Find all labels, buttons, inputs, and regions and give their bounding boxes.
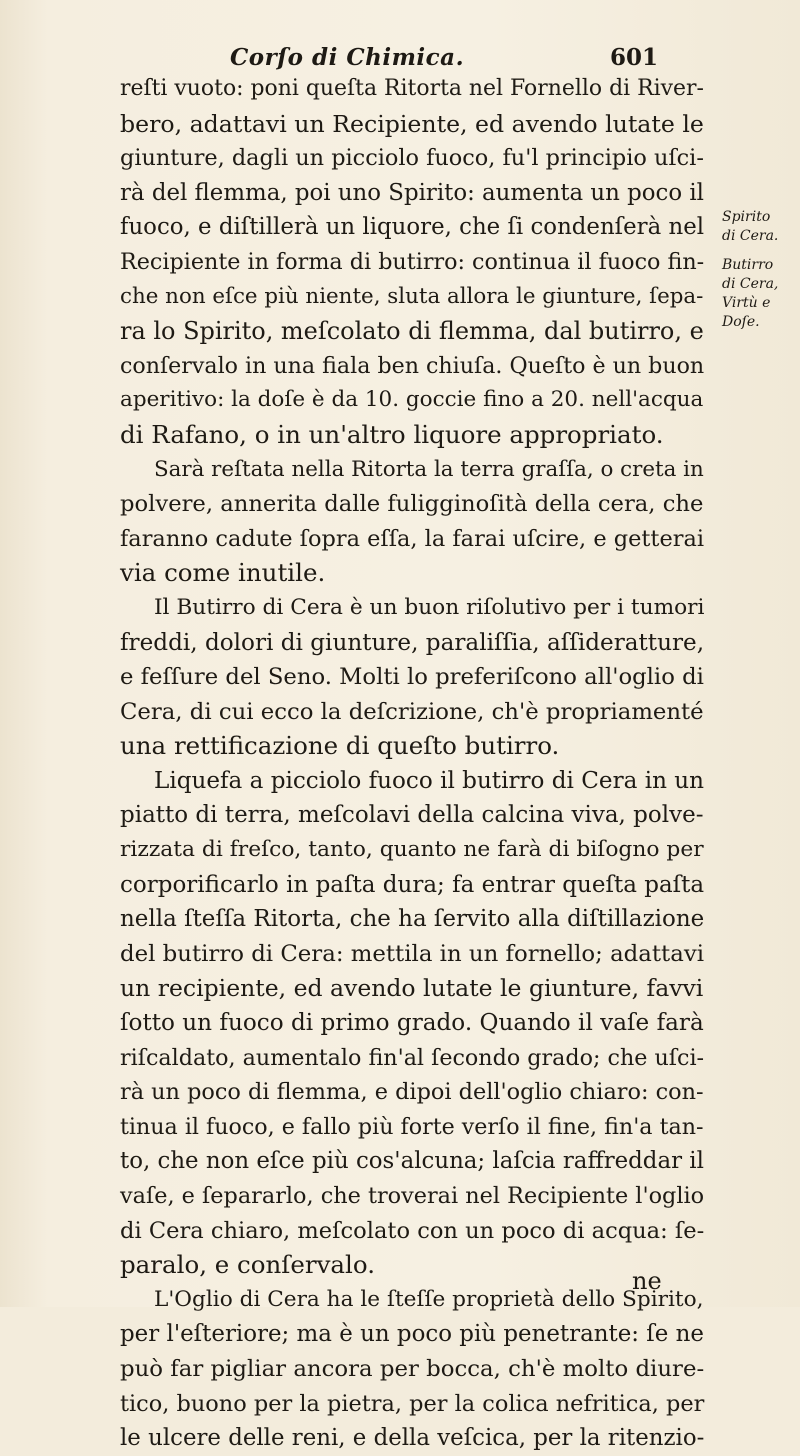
text-line: faranno cadute ſopra eſſa, la farai uſcire, e getterai — [120, 525, 705, 552]
text-line: ra lo Spirito, meſcolato di flemma, dal butirro, e — [120, 317, 704, 346]
text-line: un recipiente, ed avendo lutate le giunture, favvi — [120, 974, 704, 1003]
text-line: piatto di terra, meſcolavi della calcina viva, polve- — [120, 802, 704, 829]
text-line: nella ſteſſa Ritorta, che ha ſervito alla diſtillazione — [120, 906, 705, 933]
margin-note-line: Spirito — [722, 209, 771, 225]
text-line: rà un poco di flemma, e dipoi dell'oglio chiaro: con- — [120, 1079, 704, 1106]
text-line: Sarà reſtata nella Ritorta la terra graſſa, o creta in — [154, 456, 704, 482]
text-line: corporificarlo in paſta dura; fa entrar queſta paſta — [120, 871, 705, 898]
text-line: fuoco, e diſtillerà un liquore, che ſi condenſerà nel — [120, 214, 705, 241]
text-line: che non eſce più niente, sluta allora le giunture, ſepa- — [120, 283, 704, 309]
text-line: giunture, dagli un picciolo fuoco, fu'l principio uſci- — [120, 145, 704, 172]
running-title: Corſo di Chimica. — [230, 44, 465, 71]
text-line: freddi, dolori di giunture, paraliſſia, aſſideratture, — [120, 629, 705, 656]
text-line: del butirro di Cera: mettila in un fornello; adattavi — [120, 940, 705, 967]
text-line: e feſſure del Seno. Molti lo preferiſcono all'oglio di — [120, 664, 704, 691]
margin-note-line: di Cera. — [722, 228, 779, 244]
page-number: 601 — [610, 44, 659, 71]
text-line: bero, adattavi un Recipiente, ed avendo lutate le — [120, 109, 704, 138]
text-line: Cera, di cui ecco la deſcrizione, ch'è propriamenté — [120, 698, 704, 725]
page-header — [0, 44, 680, 74]
text-line: rizzata di freſco, tanto, quanto ne farà di biſogno per — [120, 837, 704, 863]
text-line: tico, buono per la pietra, per la colica nefritica, per — [120, 1390, 705, 1417]
text-line: può far pigliar ancora per bocca, ch'è molto diure- — [120, 1355, 705, 1382]
text-line: L'Oglio di Cera ha le ſteſſe proprietà dello Spirito, — [154, 1286, 704, 1312]
text-line: tinua il fuoco, e fallo più forte verſo il fine, fin'a tan- — [120, 1113, 704, 1140]
body-text — [120, 72, 710, 1456]
margin-note-line: Virtù e — [722, 295, 771, 311]
margin-note-spirito — [722, 208, 798, 246]
margin-note-line: Doſe. — [722, 314, 760, 330]
margin-note-line: di Cera, — [722, 276, 779, 292]
catchword: ne — [632, 1267, 662, 1295]
text-line: paralo, e conſervalo. — [120, 1250, 375, 1280]
text-line: to, che non eſce più cos'alcuna; laſcia raffreddar il — [120, 1148, 704, 1175]
text-line: di Rafano, o in un'altro liquore appropriato. — [120, 419, 664, 449]
text-line: riſcaldato, aumentalo fin'al ſecondo grado; che uſci- — [120, 1044, 705, 1071]
text-line: Liquefa a picciolo fuoco il butirro di Cera in un — [154, 767, 704, 794]
text-line: aperitivo: la doſe è da 10. goccie fino a 20. nell'acqua — [120, 387, 704, 413]
text-line: Il Butirro di Cera è un buon riſolutivo per i tumori — [154, 594, 705, 620]
text-line: polvere, annerita dalle fuligginoſità della cera, che — [120, 491, 704, 518]
text-line: via come inutile. — [120, 558, 326, 588]
margin-notes — [722, 208, 798, 334]
margin-note-line: Butirro — [722, 257, 774, 273]
text-line: reſti vuoto: poni queſta Ritorta nel Fornello di River- — [120, 76, 704, 101]
text-line: ſotto un fuoco di primo grado. Quando il vaſe farà — [120, 1010, 704, 1037]
text-line: rà del flemma, poi uno Spirito: aumenta un poco il — [120, 179, 704, 206]
text-line: vaſe, e ſepararlo, che troverai nel Recipiente l'oglio — [120, 1183, 705, 1209]
text-line: le ulcere delle reni, e della veſcica, per la ritenzio- — [120, 1425, 705, 1452]
text-line: di Cera chiaro, meſcolato con un poco di acqua: ſe- — [120, 1217, 705, 1244]
text-line: per l'eſteriore; ma è un poco più penetrante: ſe ne — [120, 1321, 704, 1348]
text-line: conſervalo in una fiala ben chiuſa. Queſto è un buon — [120, 352, 705, 379]
margin-note-butirro — [722, 256, 798, 332]
text-line: una rettificazione di queſto butirro. — [120, 731, 560, 761]
text-line: Recipiente in forma di butirro: continua il fuoco fin- — [120, 248, 705, 275]
